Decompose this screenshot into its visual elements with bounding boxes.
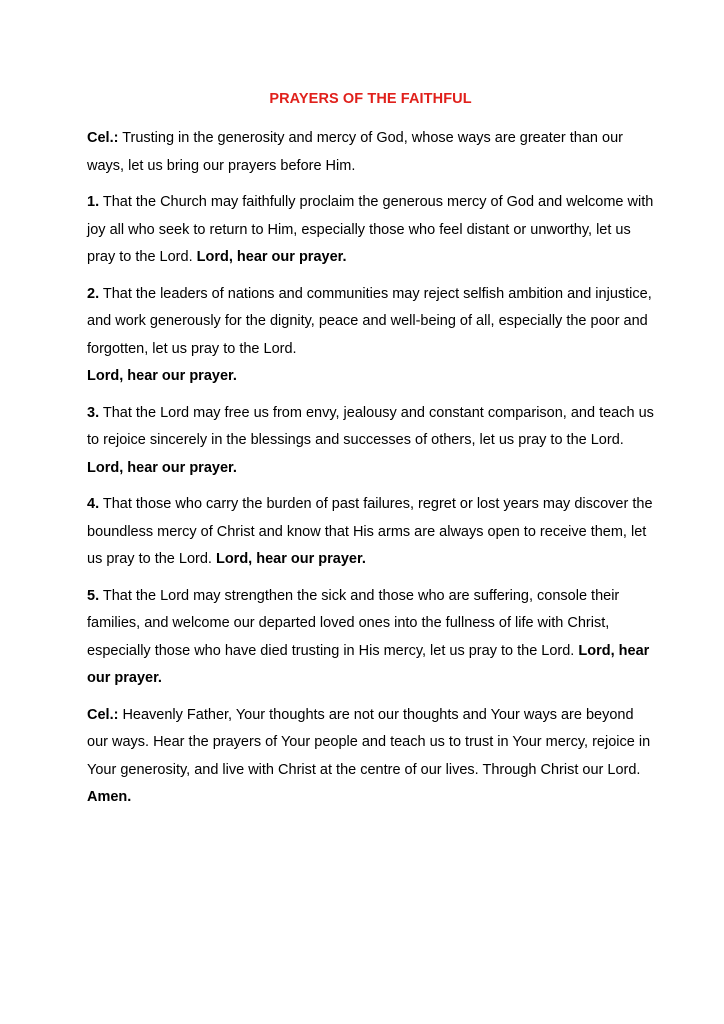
intention-text: That the Lord may strengthen the sick and those who are suffering, console their families, and welcome our departed loved ones into the fullness of life with Christ, especially those who have died trusting in His mercy, let us pray to the Lord.	[87, 587, 620, 659]
opening-prayer	[87, 125, 654, 180]
intention-response: Lord, hear our prayer.	[87, 368, 237, 384]
intention-response: Lord, hear our prayer.	[196, 249, 347, 265]
document-title: PRAYERS OF THE FAITHFUL	[269, 91, 472, 107]
intention-2	[87, 281, 654, 391]
intention-text: That the leaders of nations and communities may reject selfish ambition and injustice, and work generously for the dignity, peace and well-being of all, especially the poor and forgotten, let us pray to the Lord.	[87, 285, 652, 357]
intention-number: 3.	[87, 404, 100, 421]
intention-4	[87, 491, 654, 574]
intention-text: That the Lord may free us from envy, jealousy and constant comparison, and teach us to rejoice sincerely in the blessings and successes of others, let us pray to the Lord.	[87, 404, 654, 448]
intention-3	[87, 400, 654, 483]
closing-label: Cel.:	[87, 706, 119, 723]
opening-label: Cel.:	[87, 130, 119, 146]
intention-number: 5.	[87, 587, 100, 604]
intention-number: 1.	[87, 194, 100, 210]
intention-number: 2.	[87, 285, 100, 302]
closing-text: Heavenly Father, Your thoughts are not our thoughts and Your ways are beyond our ways. Hear the prayers of Your people and teach us to trust in Your mercy, rejoice in Your generosity, and live with Christ at the centre of our lives. Through Christ our Lord.	[87, 706, 651, 778]
intention-response: Lord, hear our prayer.	[87, 459, 237, 476]
intention-number: 4.	[87, 496, 100, 512]
opening-text: Trusting in the generosity and mercy of God, whose ways are greater than our ways, let us bring our prayers before Him.	[87, 130, 623, 174]
intention-text: That those who carry the burden of past failures, regret or lost years may discover the boundless mercy of Christ and know that His arms are always open to receive them, let us pray to the Lord.	[87, 496, 653, 567]
intention-1	[87, 189, 654, 272]
closing-prayer	[87, 702, 654, 812]
amen: Amen.	[87, 789, 132, 805]
intention-response: Lord, hear our prayer.	[87, 642, 650, 686]
intention-text: That the Church may faithfully proclaim the generous mercy of God and welcome with joy all who seek to return to Him, especially those who feel distant or unworthy, let us pray to the Lord.	[87, 194, 654, 265]
intention-response: Lord, hear our prayer.	[215, 551, 366, 567]
intention-5	[87, 583, 654, 693]
